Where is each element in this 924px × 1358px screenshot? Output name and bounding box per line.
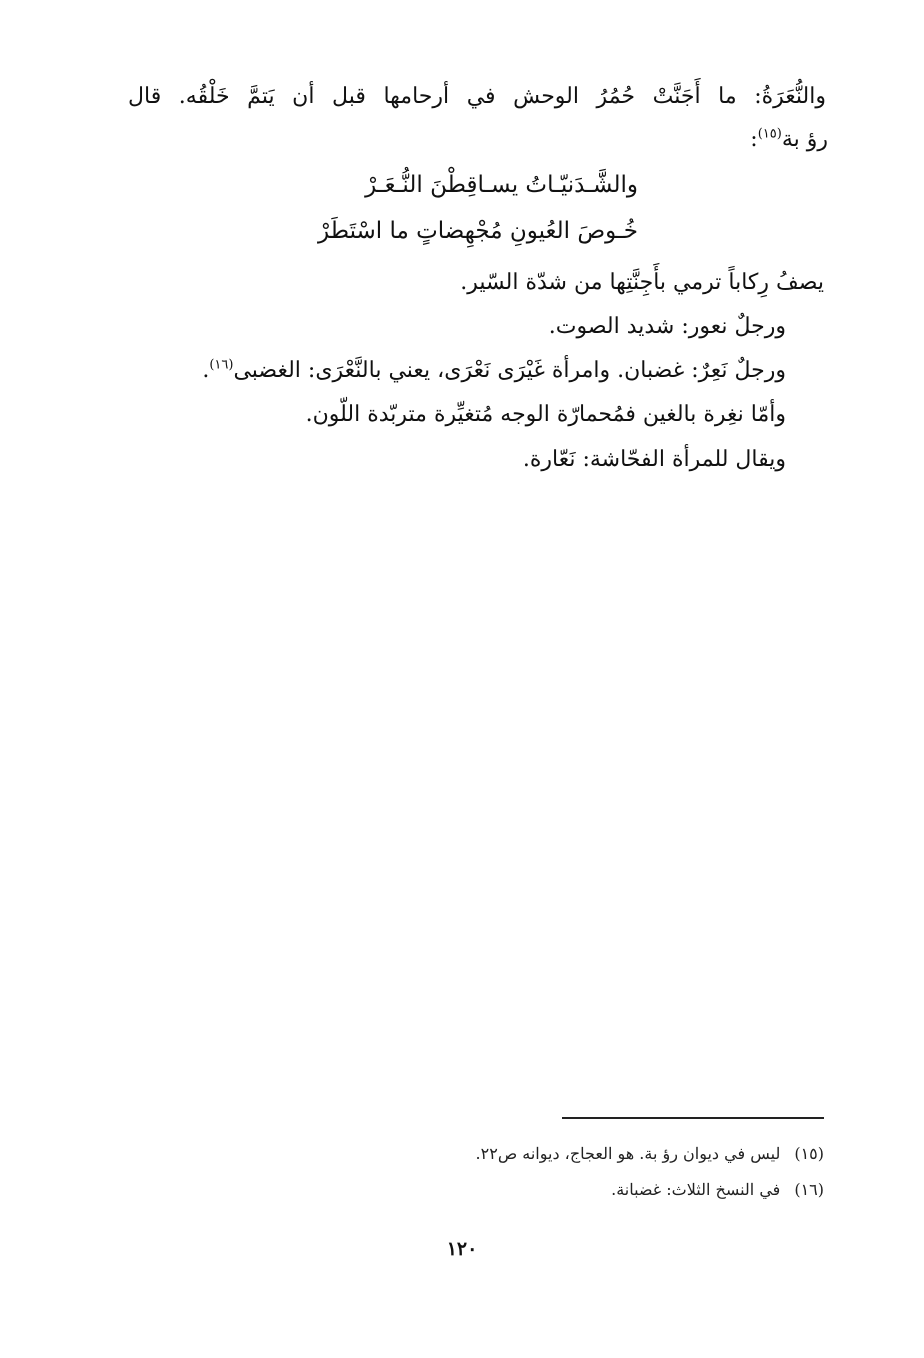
- paragraph-line: [750, 125, 828, 155]
- verse-line: والشَّـدَنيّـاتُ يسـاقِطْنَ النُّـعَـرْ: [365, 172, 638, 198]
- paragraph-line: وأمّا نغِرة بالغين فمُحمارّة الوجه مُتغيِّرة متربّدة اللّون.: [305, 402, 786, 427]
- footnote-text: ليس في ديوان رؤ بة. هو العجاج، ديوانه ص٢٢.: [475, 1144, 781, 1163]
- paragraph-line: [202, 356, 786, 386]
- paragraph-line: والنُّعَرَةُ: ما أَجَنَّتْ حُمُرُ الوحش في أرحامها قبل أن يَتمَّ خَلْقُه. قال: [128, 84, 826, 109]
- footnote-number: (١٥): [794, 1144, 824, 1163]
- footnote-text: في النسخ الثلاث: غضبانة.: [611, 1180, 781, 1199]
- footnote-reference: (١٦): [209, 357, 234, 373]
- paragraph-line: ويقال للمرأة الفحّاشة: نَعّارة.: [522, 447, 786, 472]
- paragraph-text: ورجلٌ نَعِرٌ: غضبان. وامرأة غَيْرَى نَعْرَى، يعني بالنَّعْرَى: الغضبى: [233, 358, 786, 383]
- verse-line: خُـوصَ العُيونِ مُجْهِضاتٍ ما اسْتَطَرْ: [318, 218, 638, 244]
- footnote-reference: (١٥): [757, 126, 782, 142]
- footnote: [611, 1179, 824, 1201]
- page-number: ١٢٠: [446, 1238, 478, 1260]
- paragraph-text: رؤ بة: [781, 127, 828, 152]
- punctuation: :: [750, 127, 758, 152]
- footnote-number: (١٦): [794, 1180, 824, 1199]
- footnote: [476, 1143, 824, 1165]
- punctuation: .: [202, 358, 210, 383]
- paragraph-line: يصفُ رِكاباً ترمي بأَجِنَّتِها من شدّة السّير.: [460, 270, 824, 295]
- paragraph-line: ورجلٌ نعور: شديد الصوت.: [548, 314, 786, 339]
- footnote-separator: [562, 1117, 824, 1119]
